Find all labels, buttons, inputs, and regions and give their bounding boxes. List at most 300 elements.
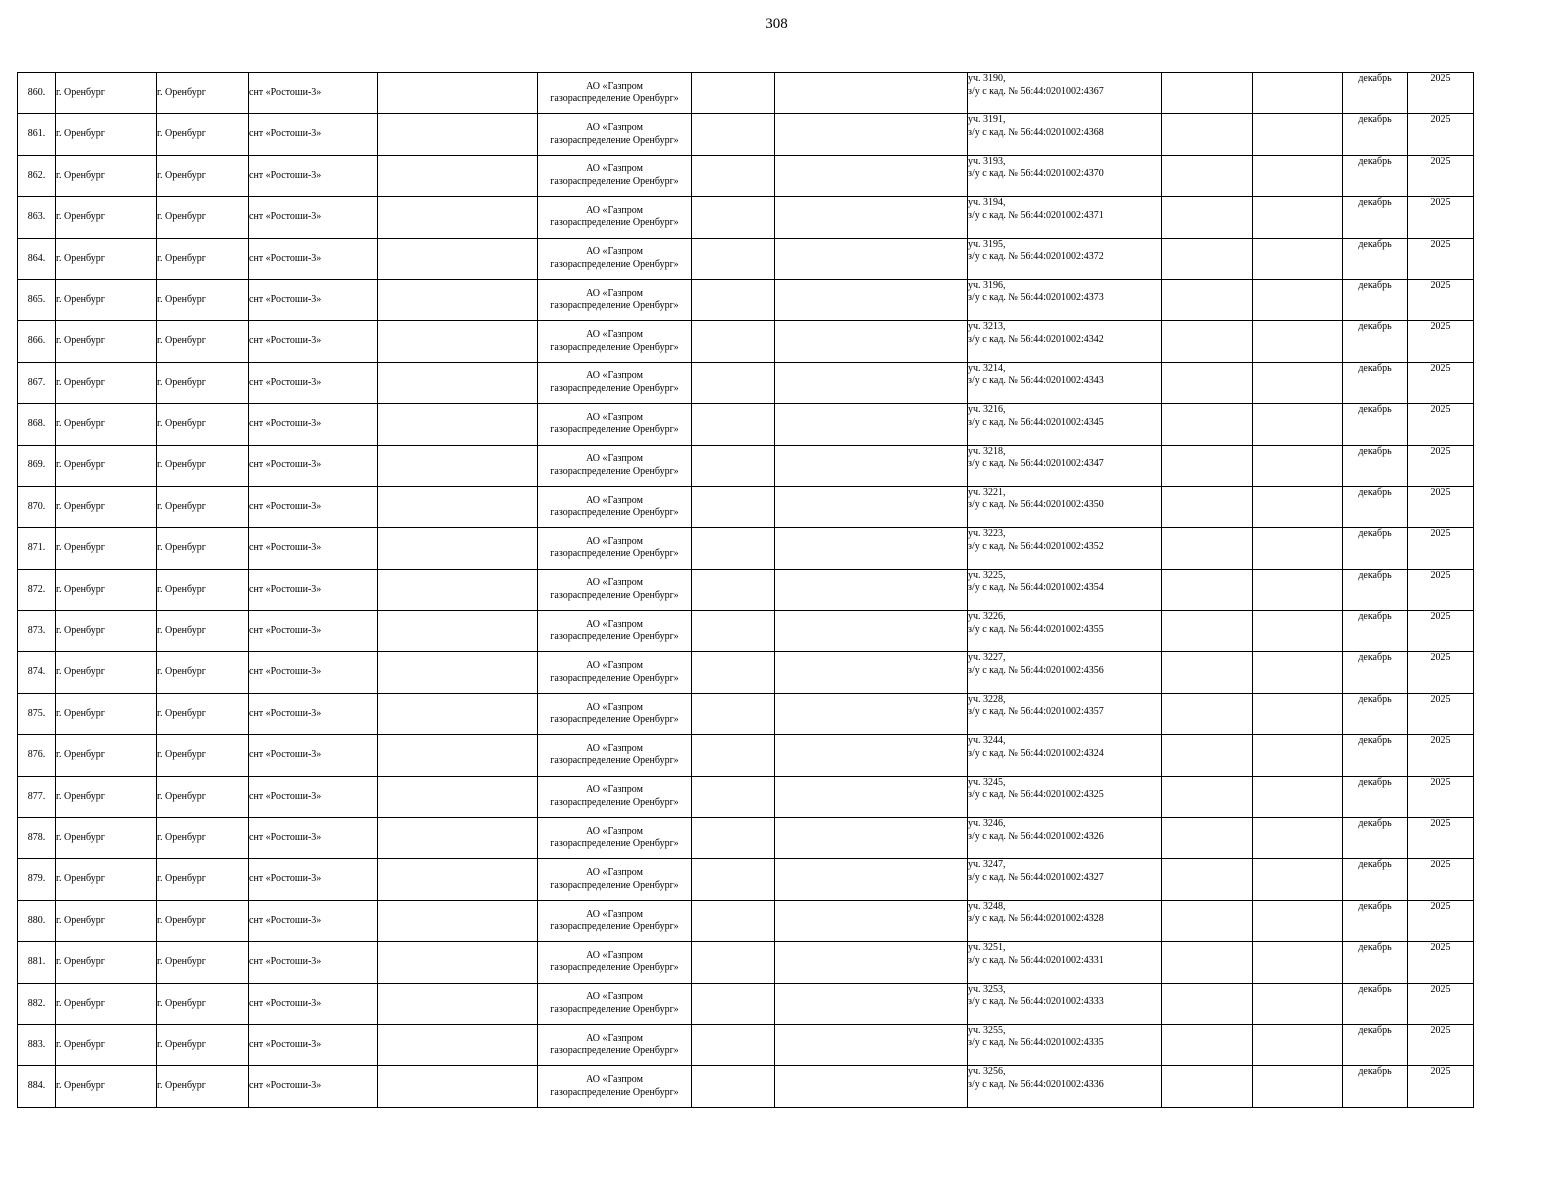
- empty-cell: [1162, 735, 1253, 776]
- empty-cell: [378, 569, 538, 610]
- empty-cell: [775, 486, 968, 527]
- garden-partnership-cell: снт «Ростоши-3»: [249, 818, 378, 859]
- row-number: 880.: [18, 900, 56, 941]
- month-cell: декабрь: [1343, 818, 1408, 859]
- organization-line-2: газораспределение Оренбург»: [550, 217, 679, 229]
- empty-cell: [1162, 818, 1253, 859]
- garden-partnership-cell: снт «Ростоши-3»: [249, 197, 378, 238]
- empty-cell: [692, 900, 775, 941]
- municipality-cell: г. Оренбург: [56, 155, 157, 196]
- table-row: [18, 362, 1474, 403]
- table-row: [18, 611, 1474, 652]
- empty-cell: [378, 73, 538, 114]
- plot-cell: [968, 197, 1162, 238]
- plot-cell: [968, 1066, 1162, 1107]
- plot-number: уч. 3218,: [968, 445, 1006, 457]
- locality-cell: г. Оренбург: [157, 735, 249, 776]
- row-number: 866.: [18, 321, 56, 362]
- garden-partnership-cell: снт «Ростоши-3»: [249, 900, 378, 941]
- plot-number: уч. 3190,: [968, 73, 1006, 84]
- organization-cell: [538, 486, 692, 527]
- organization-cell: [538, 611, 692, 652]
- organization-line-2: газораспределение Оренбург»: [550, 382, 679, 394]
- empty-cell: [1162, 445, 1253, 486]
- organization-line-2: газораспределение Оренбург»: [550, 631, 679, 643]
- table-row: [18, 73, 1474, 114]
- organization-cell: [538, 693, 692, 734]
- empty-cell: [1162, 859, 1253, 900]
- municipality-cell: г. Оренбург: [56, 942, 157, 983]
- municipality-cell: г. Оренбург: [56, 528, 157, 569]
- empty-cell: [1253, 735, 1343, 776]
- plot-number: уч. 3216,: [968, 404, 1006, 416]
- table-row: [18, 404, 1474, 445]
- municipality-cell: г. Оренбург: [56, 279, 157, 320]
- organization-line-1: АО «Газпром: [586, 742, 643, 754]
- year-cell: 2025: [1408, 279, 1474, 320]
- table-row: [18, 900, 1474, 941]
- row-number: 864.: [18, 238, 56, 279]
- empty-cell: [775, 735, 968, 776]
- plot-number: уч. 3228,: [968, 693, 1006, 705]
- empty-cell: [378, 735, 538, 776]
- garden-partnership-cell: снт «Ростоши-3»: [249, 238, 378, 279]
- empty-cell: [1253, 445, 1343, 486]
- empty-cell: [775, 776, 968, 817]
- municipality-cell: г. Оренбург: [56, 735, 157, 776]
- plot-cell: [968, 404, 1162, 445]
- plot-cell: [968, 73, 1162, 114]
- empty-cell: [1162, 486, 1253, 527]
- plot-number: уч. 3244,: [968, 735, 1006, 747]
- row-number: 879.: [18, 859, 56, 900]
- month-cell: декабрь: [1343, 238, 1408, 279]
- organization-line-1: АО «Газпром: [586, 1032, 643, 1044]
- municipality-cell: г. Оренбург: [56, 404, 157, 445]
- locality-cell: г. Оренбург: [157, 818, 249, 859]
- organization-cell: [538, 735, 692, 776]
- month-cell: декабрь: [1343, 73, 1408, 114]
- locality-cell: г. Оренбург: [157, 197, 249, 238]
- organization-line-1: АО «Газпром: [586, 949, 643, 961]
- empty-cell: [378, 155, 538, 196]
- organization-line-2: газораспределение Оренбург»: [550, 341, 679, 353]
- empty-cell: [1253, 776, 1343, 817]
- organization-cell: [538, 652, 692, 693]
- organization-line-1: АО «Газпром: [586, 867, 643, 879]
- empty-cell: [1162, 569, 1253, 610]
- locality-cell: г. Оренбург: [157, 279, 249, 320]
- organization-cell: [538, 859, 692, 900]
- month-cell: декабрь: [1343, 155, 1408, 196]
- plot-number: уч. 3196,: [968, 279, 1006, 291]
- locality-cell: г. Оренбург: [157, 652, 249, 693]
- garden-partnership-cell: снт «Ростоши-3»: [249, 859, 378, 900]
- month-cell: декабрь: [1343, 321, 1408, 362]
- page-number: 308: [765, 16, 788, 32]
- organization-cell: [538, 73, 692, 114]
- locality-cell: г. Оренбург: [157, 362, 249, 403]
- row-number: 873.: [18, 611, 56, 652]
- municipality-cell: г. Оренбург: [56, 652, 157, 693]
- year-cell: 2025: [1408, 362, 1474, 403]
- empty-cell: [775, 279, 968, 320]
- year-cell: 2025: [1408, 900, 1474, 941]
- locality-cell: г. Оренбург: [157, 73, 249, 114]
- empty-cell: [1253, 569, 1343, 610]
- empty-cell: [378, 1024, 538, 1065]
- organization-cell: [538, 155, 692, 196]
- organization-line-2: газораспределение Оренбург»: [550, 714, 679, 726]
- plot-cell: [968, 1024, 1162, 1065]
- year-cell: 2025: [1408, 693, 1474, 734]
- empty-cell: [1162, 900, 1253, 941]
- locality-cell: г. Оренбург: [157, 486, 249, 527]
- organization-line-1: АО «Газпром: [586, 701, 643, 713]
- organization-cell: [538, 528, 692, 569]
- garden-partnership-cell: снт «Ростоши-3»: [249, 404, 378, 445]
- organization-line-1: АО «Газпром: [586, 453, 643, 465]
- organization-line-2: газораспределение Оренбург»: [550, 93, 679, 105]
- year-cell: 2025: [1408, 735, 1474, 776]
- cadastral-number: з/у с кад. № 56:44:0201002:4347: [968, 458, 1104, 470]
- organization-cell: [538, 983, 692, 1024]
- empty-cell: [1253, 279, 1343, 320]
- organization-cell: [538, 404, 692, 445]
- empty-cell: [378, 486, 538, 527]
- locality-cell: г. Оренбург: [157, 1024, 249, 1065]
- municipality-cell: г. Оренбург: [56, 611, 157, 652]
- organization-line-1: АО «Газпром: [586, 784, 643, 796]
- municipality-cell: г. Оренбург: [56, 73, 157, 114]
- empty-cell: [1253, 1066, 1343, 1107]
- cadastral-number: з/у с кад. № 56:44:0201002:4367: [968, 85, 1104, 97]
- empty-cell: [1253, 73, 1343, 114]
- cadastral-number: з/у с кад. № 56:44:0201002:4333: [968, 996, 1104, 1008]
- empty-cell: [1253, 693, 1343, 734]
- municipality-cell: г. Оренбург: [56, 693, 157, 734]
- empty-cell: [378, 611, 538, 652]
- plot-number: уч. 3214,: [968, 362, 1006, 374]
- empty-cell: [1253, 155, 1343, 196]
- year-cell: 2025: [1408, 528, 1474, 569]
- plot-cell: [968, 900, 1162, 941]
- plot-number: уч. 3227,: [968, 652, 1006, 664]
- empty-cell: [1162, 983, 1253, 1024]
- cadastral-number: з/у с кад. № 56:44:0201002:4352: [968, 540, 1104, 552]
- cadastral-number: з/у с кад. № 56:44:0201002:4345: [968, 416, 1104, 428]
- municipality-cell: г. Оренбург: [56, 362, 157, 403]
- empty-cell: [1253, 528, 1343, 569]
- plot-cell: [968, 611, 1162, 652]
- municipality-cell: г. Оренбург: [56, 983, 157, 1024]
- organization-line-2: газораспределение Оренбург»: [550, 258, 679, 270]
- year-cell: 2025: [1408, 73, 1474, 114]
- month-cell: декабрь: [1343, 1024, 1408, 1065]
- organization-line-1: АО «Газпром: [586, 80, 643, 92]
- municipality-cell: г. Оренбург: [56, 1066, 157, 1107]
- month-cell: декабрь: [1343, 652, 1408, 693]
- plot-number: уч. 3246,: [968, 818, 1006, 830]
- organization-cell: [538, 238, 692, 279]
- plot-cell: [968, 445, 1162, 486]
- row-number: 874.: [18, 652, 56, 693]
- empty-cell: [775, 362, 968, 403]
- empty-cell: [775, 73, 968, 114]
- month-cell: декабрь: [1343, 900, 1408, 941]
- empty-cell: [775, 528, 968, 569]
- table-row: [18, 114, 1474, 155]
- month-cell: декабрь: [1343, 735, 1408, 776]
- garden-partnership-cell: снт «Ростоши-3»: [249, 362, 378, 403]
- organization-line-2: газораспределение Оренбург»: [550, 1045, 679, 1057]
- empty-cell: [1162, 693, 1253, 734]
- garden-partnership-cell: снт «Ростоши-3»: [249, 776, 378, 817]
- empty-cell: [1253, 818, 1343, 859]
- cadastral-number: з/у с кад. № 56:44:0201002:4350: [968, 499, 1104, 511]
- empty-cell: [1162, 652, 1253, 693]
- year-cell: 2025: [1408, 859, 1474, 900]
- cadastral-number: з/у с кад. № 56:44:0201002:4356: [968, 664, 1104, 676]
- cadastral-number: з/у с кад. № 56:44:0201002:4372: [968, 251, 1104, 263]
- empty-cell: [378, 528, 538, 569]
- empty-cell: [692, 983, 775, 1024]
- empty-cell: [378, 859, 538, 900]
- empty-cell: [692, 776, 775, 817]
- organization-line-2: газораспределение Оренбург»: [550, 175, 679, 187]
- month-cell: декабрь: [1343, 693, 1408, 734]
- organization-line-2: газораспределение Оренбург»: [550, 962, 679, 974]
- row-number: 882.: [18, 983, 56, 1024]
- municipality-cell: г. Оренбург: [56, 569, 157, 610]
- organization-line-1: АО «Газпром: [586, 1074, 643, 1086]
- table-row: [18, 983, 1474, 1024]
- empty-cell: [378, 983, 538, 1024]
- table-row: [18, 528, 1474, 569]
- organization-line-1: АО «Газпром: [586, 370, 643, 382]
- locality-cell: г. Оренбург: [157, 569, 249, 610]
- row-number: 868.: [18, 404, 56, 445]
- organization-cell: [538, 818, 692, 859]
- table-row: [18, 155, 1474, 196]
- organization-cell: [538, 321, 692, 362]
- empty-cell: [692, 238, 775, 279]
- empty-cell: [1253, 652, 1343, 693]
- empty-cell: [775, 197, 968, 238]
- organization-line-1: АО «Газпром: [586, 246, 643, 258]
- organization-cell: [538, 1024, 692, 1065]
- garden-partnership-cell: снт «Ростоши-3»: [249, 693, 378, 734]
- empty-cell: [775, 404, 968, 445]
- organization-line-2: газораспределение Оренбург»: [550, 300, 679, 312]
- organization-line-1: АО «Газпром: [586, 535, 643, 547]
- table-row: [18, 1066, 1474, 1107]
- row-number: 863.: [18, 197, 56, 238]
- locality-cell: г. Оренбург: [157, 693, 249, 734]
- row-number: 871.: [18, 528, 56, 569]
- row-number: 877.: [18, 776, 56, 817]
- garden-partnership-cell: снт «Ростоши-3»: [249, 73, 378, 114]
- month-cell: декабрь: [1343, 362, 1408, 403]
- organization-cell: [538, 445, 692, 486]
- cadastral-number: з/у с кад. № 56:44:0201002:4343: [968, 375, 1104, 387]
- row-number: 869.: [18, 445, 56, 486]
- locality-cell: г. Оренбург: [157, 404, 249, 445]
- empty-cell: [692, 859, 775, 900]
- empty-cell: [775, 942, 968, 983]
- empty-cell: [378, 404, 538, 445]
- organization-line-2: газораспределение Оренбург»: [550, 755, 679, 767]
- organization-line-1: АО «Газпром: [586, 908, 643, 920]
- row-number: 867.: [18, 362, 56, 403]
- garden-partnership-cell: снт «Ростоши-3»: [249, 652, 378, 693]
- empty-cell: [378, 900, 538, 941]
- table-row: [18, 735, 1474, 776]
- cadastral-number: з/у с кад. № 56:44:0201002:4336: [968, 1078, 1104, 1090]
- empty-cell: [1162, 611, 1253, 652]
- plot-number: уч. 3256,: [968, 1066, 1006, 1078]
- plot-cell: [968, 114, 1162, 155]
- empty-cell: [775, 238, 968, 279]
- organization-line-2: газораспределение Оренбург»: [550, 838, 679, 850]
- empty-cell: [692, 611, 775, 652]
- cadastral-number: з/у с кад. № 56:44:0201002:4328: [968, 913, 1104, 925]
- empty-cell: [692, 155, 775, 196]
- locality-cell: г. Оренбург: [157, 238, 249, 279]
- garden-partnership-cell: снт «Ростоши-3»: [249, 528, 378, 569]
- garden-partnership-cell: снт «Ростоши-3»: [249, 114, 378, 155]
- month-cell: декабрь: [1343, 611, 1408, 652]
- month-cell: декабрь: [1343, 776, 1408, 817]
- empty-cell: [378, 1066, 538, 1107]
- year-cell: 2025: [1408, 1024, 1474, 1065]
- garden-partnership-cell: снт «Ростоши-3»: [249, 445, 378, 486]
- month-cell: декабрь: [1343, 983, 1408, 1024]
- garden-partnership-cell: снт «Ростоши-3»: [249, 569, 378, 610]
- locality-cell: г. Оренбург: [157, 114, 249, 155]
- year-cell: 2025: [1408, 238, 1474, 279]
- plot-number: уч. 3251,: [968, 942, 1006, 954]
- garden-partnership-cell: снт «Ростоши-3»: [249, 279, 378, 320]
- garden-partnership-cell: снт «Ростоши-3»: [249, 611, 378, 652]
- year-cell: 2025: [1408, 404, 1474, 445]
- year-cell: 2025: [1408, 1066, 1474, 1107]
- plot-cell: [968, 486, 1162, 527]
- cadastral-number: з/у с кад. № 56:44:0201002:4342: [968, 333, 1104, 345]
- empty-cell: [775, 321, 968, 362]
- month-cell: декабрь: [1343, 569, 1408, 610]
- plot-number: уч. 3221,: [968, 486, 1006, 498]
- organization-line-2: газораспределение Оренбург»: [550, 507, 679, 519]
- organization-cell: [538, 362, 692, 403]
- empty-cell: [1162, 197, 1253, 238]
- locality-cell: г. Оренбург: [157, 321, 249, 362]
- empty-cell: [692, 818, 775, 859]
- month-cell: декабрь: [1343, 279, 1408, 320]
- month-cell: декабрь: [1343, 486, 1408, 527]
- cadastral-number: з/у с кад. № 56:44:0201002:4370: [968, 168, 1104, 180]
- empty-cell: [692, 279, 775, 320]
- locality-cell: г. Оренбург: [157, 611, 249, 652]
- organization-line-1: АО «Газпром: [586, 494, 643, 506]
- plot-cell: [968, 362, 1162, 403]
- year-cell: 2025: [1408, 611, 1474, 652]
- garden-partnership-cell: снт «Ростоши-3»: [249, 983, 378, 1024]
- empty-cell: [775, 445, 968, 486]
- year-cell: 2025: [1408, 818, 1474, 859]
- plot-number: уч. 3247,: [968, 859, 1006, 871]
- row-number: 883.: [18, 1024, 56, 1065]
- cadastral-number: з/у с кад. № 56:44:0201002:4324: [968, 747, 1104, 759]
- organization-line-2: газораспределение Оренбург»: [550, 589, 679, 601]
- empty-cell: [1253, 114, 1343, 155]
- year-cell: 2025: [1408, 652, 1474, 693]
- garden-partnership-cell: снт «Ростоши-3»: [249, 942, 378, 983]
- plot-cell: [968, 652, 1162, 693]
- empty-cell: [378, 279, 538, 320]
- empty-cell: [775, 1066, 968, 1107]
- locality-cell: г. Оренбург: [157, 528, 249, 569]
- plot-cell: [968, 569, 1162, 610]
- empty-cell: [692, 445, 775, 486]
- locality-cell: г. Оренбург: [157, 942, 249, 983]
- empty-cell: [1253, 238, 1343, 279]
- plot-cell: [968, 735, 1162, 776]
- empty-cell: [378, 321, 538, 362]
- municipality-cell: г. Оренбург: [56, 900, 157, 941]
- empty-cell: [1162, 1024, 1253, 1065]
- year-cell: 2025: [1408, 445, 1474, 486]
- table-row: [18, 321, 1474, 362]
- plot-cell: [968, 818, 1162, 859]
- table-body: [18, 73, 1474, 1108]
- empty-cell: [378, 445, 538, 486]
- cadastral-number: з/у с кад. № 56:44:0201002:4326: [968, 830, 1104, 842]
- empty-cell: [378, 776, 538, 817]
- plot-cell: [968, 321, 1162, 362]
- year-cell: 2025: [1408, 321, 1474, 362]
- plot-cell: [968, 859, 1162, 900]
- month-cell: декабрь: [1343, 1066, 1408, 1107]
- empty-cell: [775, 611, 968, 652]
- empty-cell: [1253, 983, 1343, 1024]
- plot-cell: [968, 942, 1162, 983]
- municipality-cell: г. Оренбург: [56, 114, 157, 155]
- municipality-cell: г. Оренбург: [56, 776, 157, 817]
- plot-number: уч. 3223,: [968, 528, 1006, 540]
- organization-line-1: АО «Газпром: [586, 991, 643, 1003]
- row-number: 878.: [18, 818, 56, 859]
- empty-cell: [692, 486, 775, 527]
- organization-cell: [538, 114, 692, 155]
- plot-number: уч. 3255,: [968, 1024, 1006, 1036]
- empty-cell: [1253, 611, 1343, 652]
- plot-cell: [968, 983, 1162, 1024]
- row-number: 860.: [18, 73, 56, 114]
- municipality-cell: г. Оренбург: [56, 238, 157, 279]
- table-row: [18, 693, 1474, 734]
- table-row: [18, 776, 1474, 817]
- plot-cell: [968, 693, 1162, 734]
- table-row: [18, 818, 1474, 859]
- empty-cell: [775, 569, 968, 610]
- empty-cell: [1162, 404, 1253, 445]
- empty-cell: [692, 942, 775, 983]
- cadastral-number: з/у с кад. № 56:44:0201002:4335: [968, 1037, 1104, 1049]
- cadastral-number: з/у с кад. № 56:44:0201002:4368: [968, 126, 1104, 138]
- plot-number: уч. 3191,: [968, 114, 1006, 126]
- empty-cell: [1253, 942, 1343, 983]
